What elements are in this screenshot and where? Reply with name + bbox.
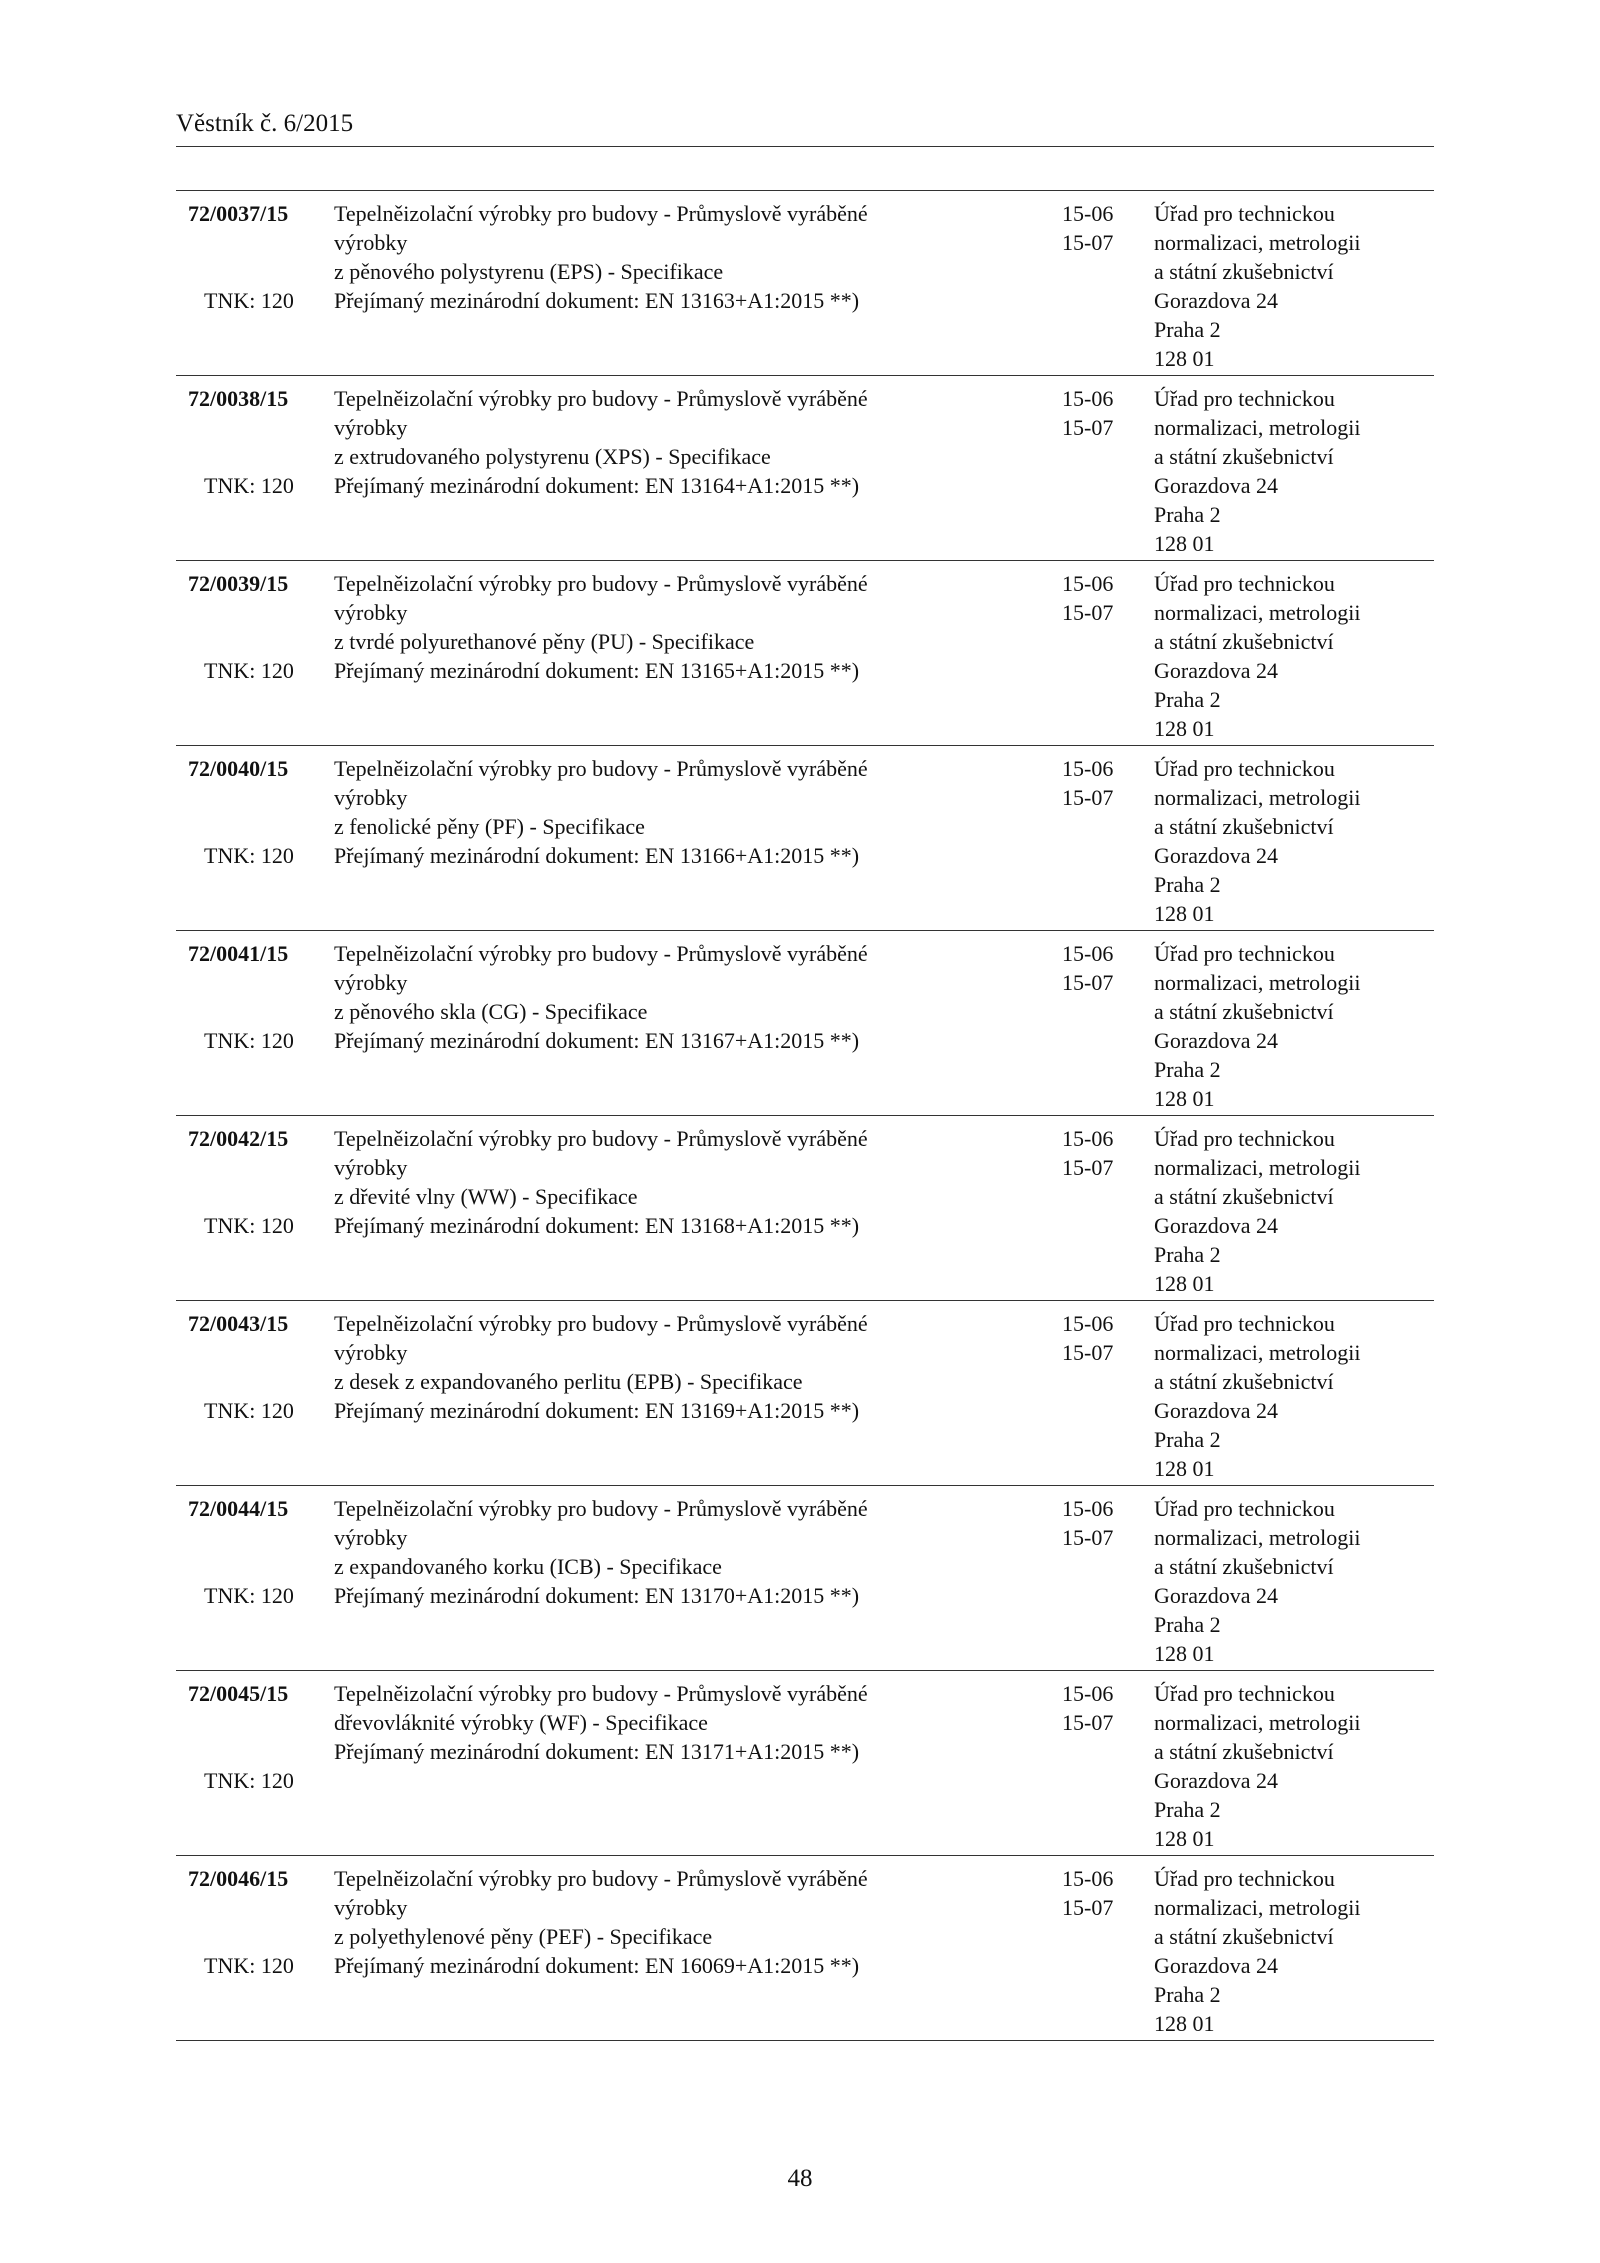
tnk-label: TNK: 120 (204, 473, 294, 498)
entry-dates (1062, 384, 1152, 442)
description-line: Tepelněizolační výrobky pro budovy - Průmyslově vyráběné výrobky (334, 1311, 868, 1365)
address-line: normalizaci, metrologii (1154, 1710, 1361, 1735)
address-line: Gorazdova 24 (1154, 1583, 1279, 1608)
address-line: 128 01 (1154, 2011, 1215, 2036)
date-code: 15-06 (1062, 1311, 1114, 1336)
address-line: normalizaci, metrologii (1154, 970, 1361, 995)
address-line: Praha 2 (1154, 1797, 1221, 1822)
table-row (176, 1116, 1434, 1301)
entry-address (1154, 1309, 1434, 1483)
description-line: Přejímaný mezinárodní dokument: EN 16069+A1:2015 **) (334, 1953, 860, 1978)
entry-id-cell (188, 1309, 323, 1423)
description-line: Přejímaný mezinárodní dokument: EN 13163+A1:2015 **) (334, 288, 860, 313)
address-line: a státní zkušebnictví (1154, 629, 1334, 654)
address-line: Gorazdova 24 (1154, 1768, 1279, 1793)
entry-address (1154, 754, 1434, 928)
address-line: Praha 2 (1154, 687, 1221, 712)
date-code: 15-07 (1062, 1155, 1114, 1180)
entry-address (1154, 569, 1434, 743)
description-line: Tepelněizolační výrobky pro budovy - Průmyslově vyráběné výrobky (334, 1866, 868, 1920)
description-line: z fenolické pěny (PF) - Specifikace (334, 814, 645, 839)
address-line: normalizaci, metrologii (1154, 785, 1361, 810)
entry-number: 72/0045/15 (188, 1681, 289, 1706)
date-code: 15-07 (1062, 600, 1114, 625)
entry-address (1154, 384, 1434, 558)
address-line: normalizaci, metrologii (1154, 1340, 1361, 1365)
description-line: z extrudovaného polystyrenu (XPS) - Specifikace (334, 444, 771, 469)
description-line: Tepelněizolační výrobky pro budovy - Průmyslově vyráběné výrobky (334, 201, 868, 255)
entry-dates (1062, 1679, 1152, 1737)
address-line: a státní zkušebnictví (1154, 444, 1334, 469)
description-line: Přejímaný mezinárodní dokument: EN 13164+A1:2015 **) (334, 473, 860, 498)
entry-dates (1062, 939, 1152, 997)
entry-dates (1062, 1309, 1152, 1367)
date-code: 15-07 (1062, 230, 1114, 255)
entry-dates (1062, 569, 1152, 627)
address-line: Úřad pro technickou (1154, 1866, 1335, 1891)
entry-id-cell (188, 754, 323, 868)
address-line: normalizaci, metrologii (1154, 1525, 1361, 1550)
date-code: 15-06 (1062, 1681, 1114, 1706)
address-line: 128 01 (1154, 1641, 1215, 1666)
page-title: Věstník č. 6/2015 (176, 110, 354, 137)
address-line: Úřad pro technickou (1154, 1496, 1335, 1521)
table-row (176, 746, 1434, 931)
description-line: dřevovláknité výrobky (WF) - Specifikace (334, 1710, 708, 1735)
date-code: 15-07 (1062, 1895, 1114, 1920)
description-line: z polyethylenové pěny (PEF) - Specifikace (334, 1924, 713, 1949)
entry-id-cell (188, 1864, 323, 1978)
entry-description (334, 1494, 914, 1610)
address-line: Gorazdova 24 (1154, 288, 1279, 313)
entry-number: 72/0041/15 (188, 941, 289, 966)
entry-number: 72/0040/15 (188, 756, 289, 781)
entry-id-cell (188, 569, 323, 683)
address-line: Gorazdova 24 (1154, 843, 1279, 868)
address-line: Praha 2 (1154, 1057, 1221, 1082)
address-line: normalizaci, metrologii (1154, 415, 1361, 440)
entry-id-cell (188, 384, 323, 498)
address-line: a státní zkušebnictví (1154, 999, 1334, 1024)
entry-number: 72/0042/15 (188, 1126, 289, 1151)
date-code: 15-06 (1062, 1866, 1114, 1891)
tnk-label: TNK: 120 (204, 843, 294, 868)
table-row (176, 376, 1434, 561)
address-line: normalizaci, metrologii (1154, 1155, 1361, 1180)
address-line: Úřad pro technickou (1154, 571, 1335, 596)
tnk-label: TNK: 120 (204, 1028, 294, 1053)
description-line: Přejímaný mezinárodní dokument: EN 13169+A1:2015 **) (334, 1398, 860, 1423)
address-line: 128 01 (1154, 716, 1215, 741)
header-rule (176, 146, 1434, 147)
table-row (176, 1301, 1434, 1486)
address-line: normalizaci, metrologii (1154, 1895, 1361, 1920)
address-line: a státní zkušebnictví (1154, 1184, 1334, 1209)
description-line: Přejímaný mezinárodní dokument: EN 13167+A1:2015 **) (334, 1028, 860, 1053)
address-line: Praha 2 (1154, 1242, 1221, 1267)
address-line: Praha 2 (1154, 502, 1221, 527)
date-code: 15-07 (1062, 1710, 1114, 1735)
description-line: Přejímaný mezinárodní dokument: EN 13171+A1:2015 **) (334, 1739, 860, 1764)
entry-address (1154, 1124, 1434, 1298)
description-line: Tepelněizolační výrobky pro budovy - Průmyslově vyráběné výrobky (334, 571, 868, 625)
address-line: a státní zkušebnictví (1154, 1924, 1334, 1949)
description-line: z dřevité vlny (WW) - Specifikace (334, 1184, 638, 1209)
address-line: Úřad pro technickou (1154, 1681, 1335, 1706)
date-code: 15-06 (1062, 201, 1114, 226)
date-code: 15-06 (1062, 386, 1114, 411)
date-code: 15-06 (1062, 1126, 1114, 1151)
entry-number: 72/0037/15 (188, 201, 289, 226)
entry-number: 72/0038/15 (188, 386, 289, 411)
tnk-label: TNK: 120 (204, 1768, 294, 1793)
description-line: Přejímaný mezinárodní dokument: EN 13165+A1:2015 **) (334, 658, 860, 683)
address-line: normalizaci, metrologii (1154, 230, 1361, 255)
entry-id-cell (188, 1494, 323, 1608)
address-line: Gorazdova 24 (1154, 658, 1279, 683)
address-line: 128 01 (1154, 1826, 1215, 1851)
date-code: 15-07 (1062, 415, 1114, 440)
address-line: Gorazdova 24 (1154, 1213, 1279, 1238)
table-row (176, 931, 1434, 1116)
tnk-label: TNK: 120 (204, 658, 294, 683)
date-code: 15-07 (1062, 1525, 1114, 1550)
entry-dates (1062, 199, 1152, 257)
address-line: normalizaci, metrologii (1154, 600, 1361, 625)
description-line: Přejímaný mezinárodní dokument: EN 13166+A1:2015 **) (334, 843, 860, 868)
entry-dates (1062, 1124, 1152, 1182)
address-line: a státní zkušebnictví (1154, 1554, 1334, 1579)
description-line: z pěnového skla (CG) - Specifikace (334, 999, 648, 1024)
address-line: Úřad pro technickou (1154, 756, 1335, 781)
description-line: Tepelněizolační výrobky pro budovy - Průmyslově vyráběné (334, 1681, 868, 1706)
date-code: 15-07 (1062, 1340, 1114, 1365)
description-line: Tepelněizolační výrobky pro budovy - Průmyslově vyráběné výrobky (334, 1126, 868, 1180)
standards-table (176, 190, 1434, 2041)
description-line: Tepelněizolační výrobky pro budovy - Průmyslově vyráběné výrobky (334, 386, 868, 440)
address-line: Praha 2 (1154, 1982, 1221, 2007)
date-code: 15-06 (1062, 941, 1114, 966)
entry-address (1154, 1494, 1434, 1668)
address-line: a státní zkušebnictví (1154, 814, 1334, 839)
date-code: 15-06 (1062, 756, 1114, 781)
address-line: Úřad pro technickou (1154, 201, 1335, 226)
tnk-label: TNK: 120 (204, 1213, 294, 1238)
date-code: 15-07 (1062, 785, 1114, 810)
address-line: Praha 2 (1154, 872, 1221, 897)
address-line: 128 01 (1154, 901, 1215, 926)
description-line: z pěnového polystyrenu (EPS) - Specifikace (334, 259, 724, 284)
entry-id-cell (188, 199, 323, 313)
table-row (176, 1671, 1434, 1856)
entry-number: 72/0046/15 (188, 1866, 289, 1891)
description-line: z tvrdé polyurethanové pěny (PU) - Specifikace (334, 629, 755, 654)
address-line: Úřad pro technickou (1154, 1311, 1335, 1336)
address-line: a státní zkušebnictví (1154, 259, 1334, 284)
address-line: Praha 2 (1154, 1612, 1221, 1637)
entry-description (334, 569, 914, 685)
entry-description (334, 754, 914, 870)
entry-number: 72/0044/15 (188, 1496, 289, 1521)
address-line: 128 01 (1154, 1271, 1215, 1296)
address-line: Gorazdova 24 (1154, 1028, 1279, 1053)
date-code: 15-06 (1062, 1496, 1114, 1521)
entry-id-cell (188, 939, 323, 1053)
address-line: Praha 2 (1154, 317, 1221, 342)
page-number: 48 (787, 2165, 813, 2192)
date-code: 15-06 (1062, 571, 1114, 596)
entry-id-cell (188, 1124, 323, 1238)
tnk-label: TNK: 120 (204, 1953, 294, 1978)
address-line: Úřad pro technickou (1154, 1126, 1335, 1151)
entry-address (1154, 199, 1434, 373)
address-line: 128 01 (1154, 1456, 1215, 1481)
tnk-label: TNK: 120 (204, 1398, 294, 1423)
address-line: Praha 2 (1154, 1427, 1221, 1452)
table-row (176, 1486, 1434, 1671)
address-line: 128 01 (1154, 346, 1215, 371)
address-line: a státní zkušebnictví (1154, 1369, 1334, 1394)
entry-number: 72/0039/15 (188, 571, 289, 596)
address-line: 128 01 (1154, 1086, 1215, 1111)
tnk-label: TNK: 120 (204, 288, 294, 313)
page-header (176, 110, 1434, 147)
entry-dates (1062, 1864, 1152, 1922)
address-line: Úřad pro technickou (1154, 386, 1335, 411)
entry-number: 72/0043/15 (188, 1311, 289, 1336)
tnk-label: TNK: 120 (204, 1583, 294, 1608)
date-code: 15-07 (1062, 970, 1114, 995)
description-line: Tepelněizolační výrobky pro budovy - Průmyslově vyráběné výrobky (334, 941, 868, 995)
entry-description (334, 1679, 914, 1766)
description-line: Tepelněizolační výrobky pro budovy - Průmyslově vyráběné výrobky (334, 1496, 868, 1550)
description-line: z desek z expandovaného perlitu (EPB) - Specifikace (334, 1369, 803, 1394)
entry-dates (1062, 754, 1152, 812)
description-line: Přejímaný mezinárodní dokument: EN 13168+A1:2015 **) (334, 1213, 860, 1238)
table-row (176, 191, 1434, 376)
entry-description (334, 1864, 914, 1980)
entry-description (334, 1309, 914, 1425)
entry-address (1154, 939, 1434, 1113)
address-line: Gorazdova 24 (1154, 473, 1279, 498)
entry-description (334, 199, 914, 315)
entry-address (1154, 1864, 1434, 2038)
entry-description (334, 1124, 914, 1240)
entry-description (334, 384, 914, 500)
entry-description (334, 939, 914, 1055)
address-line: Gorazdova 24 (1154, 1953, 1279, 1978)
entry-dates (1062, 1494, 1152, 1552)
address-line: a státní zkušebnictví (1154, 1739, 1334, 1764)
address-line: Gorazdova 24 (1154, 1398, 1279, 1423)
entry-id-cell (188, 1679, 323, 1793)
table-row (176, 561, 1434, 746)
description-line: Tepelněizolační výrobky pro budovy - Průmyslově vyráběné výrobky (334, 756, 868, 810)
description-line: z expandovaného korku (ICB) - Specifikace (334, 1554, 722, 1579)
description-line: Přejímaný mezinárodní dokument: EN 13170+A1:2015 **) (334, 1583, 860, 1608)
address-line: Úřad pro technickou (1154, 941, 1335, 966)
table-row (176, 1856, 1434, 2041)
entry-address (1154, 1679, 1434, 1853)
address-line: 128 01 (1154, 531, 1215, 556)
